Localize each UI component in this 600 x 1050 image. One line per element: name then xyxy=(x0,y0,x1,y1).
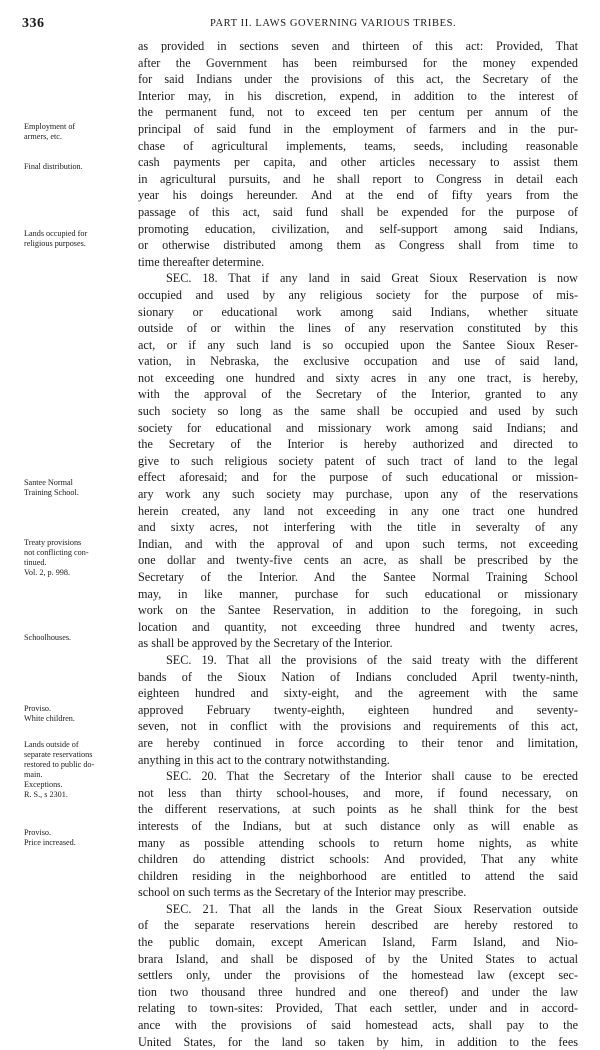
text-line: sionary or educational work among said Indians, whether situate xyxy=(138,304,578,319)
margin-note-line: Santee Normal xyxy=(24,478,73,487)
text-line: settlers only, under the provisions of the homestead law (except sec- xyxy=(138,968,578,983)
margin-note-santee-normal xyxy=(24,478,136,498)
text-line: principal of said fund in the employment of farmers and in the pur- xyxy=(138,121,578,136)
margin-note-employment-farmers xyxy=(24,122,136,142)
text-line: chase of agricultural implements, teams, seeds, including reasonable xyxy=(138,138,578,153)
margin-note-line: Exceptions. xyxy=(24,780,63,789)
text-line: Interior may, in his discretion, expend, in addition to the interest of xyxy=(138,88,578,103)
text-line: the permanent fund, not to exceed ten per centum per annum of the xyxy=(138,105,578,120)
margin-note-white-children xyxy=(24,704,136,724)
text-line: may, in like manner, purchase for such educational or missionary xyxy=(138,586,578,601)
text-line: United States, for the land so taken by him, in addition to the fees xyxy=(138,1034,578,1049)
text-line: bands of the Sioux Nation of Indians concluded April twenty-ninth, xyxy=(138,669,578,684)
text-line: seven, not in conflict with the provisions and requirements of this act, xyxy=(138,719,578,734)
text-line: cash payments per capita, and other articles necessary to assist them xyxy=(138,155,578,170)
text-line: ary work any such society may purchase, upon any of the reservations xyxy=(138,487,578,502)
text-line: SEC. 18. That if any land in said Great Sioux Reservation is now xyxy=(166,271,578,286)
margin-note-lands-restored xyxy=(24,740,136,800)
text-line: promoting education, civilization, and self-support among said Indians, xyxy=(138,221,578,236)
text-line: or otherwise distributed among them as Congress shall from time to xyxy=(138,238,578,253)
margin-note-schoolhouses xyxy=(24,633,136,643)
margin-note-line: Schoolhouses. xyxy=(24,633,72,642)
text-line: year his doings hereunder. And at the end of fifty years from the xyxy=(138,188,578,203)
text-line: give to such religious society patent of such tract of land to the legal xyxy=(138,453,578,468)
margin-note-line: Final distribution. xyxy=(24,162,83,171)
margin-note-line: R. S., s 2301. xyxy=(24,790,68,799)
text-line: one dollar and twenty-five cents an acre, as shall be prescribed by the xyxy=(138,553,578,568)
text-line: Secretary of the Interior. And the Santee Normal Training School xyxy=(138,570,578,584)
text-line: eighteen hundred and sixty-eight, and the agreement with the same xyxy=(138,686,578,701)
text-line: children do attending district schools: And provided, That any white xyxy=(138,852,578,867)
margin-note-line: religious purposes. xyxy=(24,239,86,248)
text-line: SEC. 19. That all the provisions of the said treaty with the different xyxy=(166,652,578,667)
text-line: not exceeding one hundred and sixty acres in any one tract, is hereby, xyxy=(138,370,578,385)
text-line: many as possible attending schools to return home nights, as white xyxy=(138,835,578,850)
text-line: and sixty acres, not interfering with the title in severalty of any xyxy=(138,520,578,535)
text-line: with the approval of the Secretary of the Interior, granted to any xyxy=(138,387,578,402)
text-line: society for educational and missionary work among said Indians; and xyxy=(138,420,578,435)
text-line: occupied and used by any religious society for the purpose of mis- xyxy=(138,287,578,302)
paragraph xyxy=(138,901,578,1050)
paragraph xyxy=(138,652,578,768)
text-line: children residing in the neighborhood are entitled to attend the said xyxy=(138,868,578,883)
text-line: outside of or within the lines of any reservation constituted by this xyxy=(138,321,578,336)
margin-note-final-distribution xyxy=(24,162,136,172)
text-line: the public domain, except American Island, Farm Island, and Nio- xyxy=(138,935,578,950)
text-line: tion two thousand three hundred and one thereof) and under the law xyxy=(138,984,578,999)
text-line: work on the Santee Reservation, in addition to the foregoing, in such xyxy=(138,603,578,618)
text-line: such society so long as the same shall be occupied and used by such xyxy=(138,404,578,419)
body-text xyxy=(138,38,578,1050)
margin-note-line: armers, etc. xyxy=(24,132,62,141)
margin-note-treaty-provisions xyxy=(24,538,136,578)
margin-note-line: White children. xyxy=(24,714,75,723)
margin-note-line: separate reservations xyxy=(24,750,93,759)
margin-note-line: Vol. 2, p. 998. xyxy=(24,568,71,577)
text-line: the Secretary of the Interior is hereby authorized and directed to xyxy=(138,437,578,452)
paragraph xyxy=(138,38,578,270)
margin-note-line: not conflicting con- xyxy=(24,548,89,557)
margin-note-line: Lands outside of xyxy=(24,740,79,749)
text-line: brara Island, and shall be disposed of by the United States to actual xyxy=(138,951,578,966)
text-line: act, or if any such land is so occupied upon the Santee Sioux Reser- xyxy=(138,337,578,352)
text-line: school on such terms as the Secretary of the Interior may prescribe. xyxy=(138,885,467,900)
text-line: SEC. 20. That the Secretary of the Interior shall cause to be erected xyxy=(166,769,578,784)
margin-note-line: restored to public do- xyxy=(24,760,95,769)
margin-note-line: Treaty provisions xyxy=(24,538,82,547)
margin-note-price-increased xyxy=(24,828,136,848)
text-line: herein created, any land not exceeding in any one tract one hundred xyxy=(138,503,578,518)
margin-note-line: Employment of xyxy=(24,122,76,131)
paragraph xyxy=(138,768,578,901)
margin-note-line: Proviso. xyxy=(24,828,52,837)
text-line: in agricultural pursuits, and he shall report to Congress in detail each xyxy=(138,171,578,186)
text-line: for said Indians under the provisions of this act, the Secretary of the xyxy=(138,72,578,87)
margin-note-line: Price increased. xyxy=(24,838,76,847)
text-line: passage of this act, said fund shall be expended for the purpose of xyxy=(138,204,578,219)
text-line: location and quantity, not exceeding three hundred and twenty acres, xyxy=(138,619,578,634)
text-line: anything in this act to the contrary notwithstanding. xyxy=(138,752,390,767)
text-line: after the Government has been reimbursed for the money expended xyxy=(138,55,578,70)
text-line: not less than thirty school-houses, and more, if found necessary, on xyxy=(138,785,578,800)
text-line: the different reservations, at such points as he shall think for the best xyxy=(138,802,578,817)
paragraph xyxy=(138,270,578,652)
text-line: SEC. 21. That all the lands in the Great Sioux Reservation outside xyxy=(166,901,578,916)
text-line: Indian, and with the approval of and upon such terms, not exceeding xyxy=(138,536,578,551)
text-line: as provided in sections seven and thirteen of this act: Provided, That xyxy=(138,39,578,53)
text-line: time thereafter determine. xyxy=(138,254,265,269)
text-line: ance with the provisions of said homestead acts, shall pay to the xyxy=(138,1018,578,1033)
running-head: PART II. LAWS GOVERNING VARIOUS TRIBES. xyxy=(210,18,457,29)
text-line: relating to town-sites: Provided, That each settler, under and in accord- xyxy=(138,1001,578,1016)
text-line: as shall be approved by the Secretary of the Interior. xyxy=(138,636,393,651)
text-line: are hereby continued in force according to their tenor and limitation, xyxy=(138,735,578,750)
margin-note-religious-lands xyxy=(24,229,136,249)
text-line: interests of the Indians, but at such distance only as will enable as xyxy=(138,818,578,833)
page-number: 336 xyxy=(22,16,45,31)
text-line: of the separate reservations herein described are hereby restored to xyxy=(138,918,578,933)
margin-note-line: Training School. xyxy=(24,488,79,497)
text-line: effect aforesaid; and for the purpose of such educational or mission- xyxy=(138,470,578,485)
margin-note-line: Proviso. xyxy=(24,704,52,713)
text-line: vation, in Nebraska, the exclusive occupation and use of said land, xyxy=(138,354,578,369)
margin-note-line: Lands occupied for xyxy=(24,229,88,238)
margin-note-line: tinued. xyxy=(24,558,47,567)
text-line: approved February twenty-eighth, eighteen hundred and seventy- xyxy=(138,702,578,717)
margin-note-line: main. xyxy=(24,770,43,779)
